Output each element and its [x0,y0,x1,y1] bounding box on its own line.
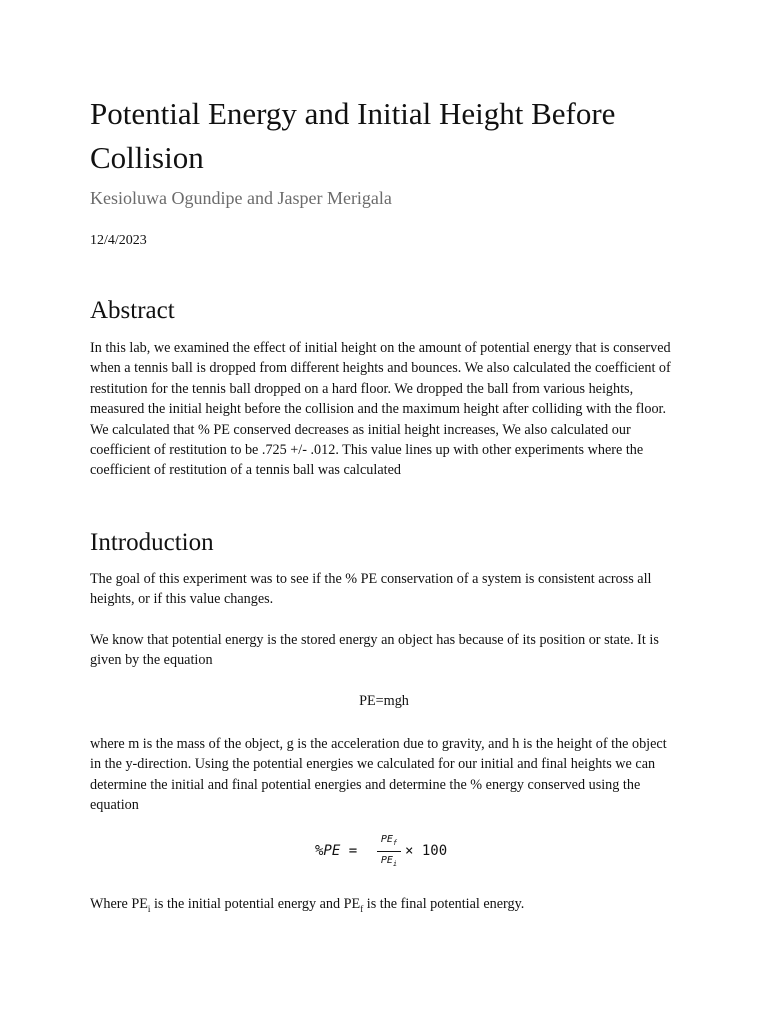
abstract-heading: Abstract [90,297,175,324]
equation-numerator: $PE_f$ [380,834,398,847]
document-date: 12/4/2023 [90,233,147,248]
equation-potential-energy: PE=mgh [359,693,409,709]
introduction-paragraph-4: Where $PE_i$ is the initial potential energy and $PE_f$ is the final potential energy. [90,896,525,914]
equation-fraction [377,833,401,871]
introduction-paragraph-2: We know that potential energy is the stored energy an object has because of its position or state. It is given by the equation [90,632,659,669]
introduction-paragraph-3: where m is the mass of the object, g is the acceleration due to gravity, and h is the height of the object in the y-direction. Using the potential energies we calculated for our initial and final heights we can determine the initial and final potential energies and determine the % energy conserved using the equation [90,736,667,814]
equation-lhs: %PE = [315,843,358,859]
equation-denominator: $PE_i$ [380,855,398,868]
introduction-paragraph-1: The goal of this experiment was to see if the % PE conservation of a system is consistent across all heights, or if this value changes. [90,571,652,608]
document-authors: Kesioluwa Ogundipe and Jasper Merigala [90,188,392,208]
abstract-text: In this lab, we examined the effect of initial height on the amount of potential energy that is conserved when a tennis ball is dropped from different heights and bounces. We also calculated the coefficient of restitution for the tennis ball dropped on a hard floor. We dropped the ball from various heights, measured the initial height before the collision and the maximum height after colliding with the floor. We calculated that % PE conserved decreases as initial height increases, We also calculated our coefficient of restitution to be .725 +/- .012. This value lines up with other experiments where the coefficient of restitution of a tennis ball was calculated [90,340,671,479]
introduction-heading: Introduction [90,529,214,556]
fraction-bar [377,851,401,852]
equation-rhs: × 100 [405,843,448,859]
document-title: Potential Energy and Initial Height Before Collision [90,96,616,175]
